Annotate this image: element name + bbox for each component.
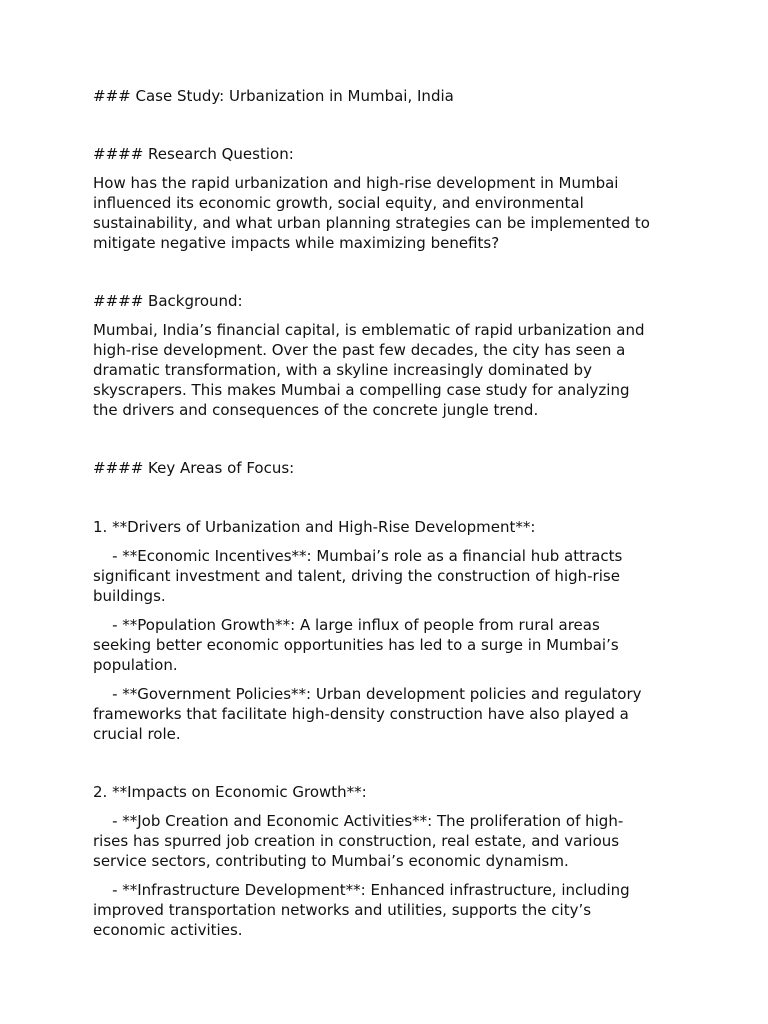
section-1-heading: 1. **Drivers of Urbanization and High-Rise Development**: <box>93 518 536 536</box>
document-page <box>93 86 683 940</box>
list-item-line: - **Population Growth**: A large influx of people from rural areas <box>93 616 600 634</box>
list-item-line: frameworks that facilitate high-density construction have also played a <box>93 705 629 723</box>
list-item-line: significant investment and talent, driving the construction of high-rise <box>93 567 620 585</box>
research-question-paragraph <box>93 173 683 253</box>
list-item <box>93 615 683 675</box>
paragraph-line: dramatic transformation, with a skyline increasingly dominated by <box>93 361 592 379</box>
list-item-line: - **Government Policies**: Urban development policies and regulatory <box>93 685 642 703</box>
list-item-line: rises has spurred job creation in construction, real estate, and various <box>93 832 620 850</box>
list-item-line: crucial role. <box>93 725 181 743</box>
list-item-line: population. <box>93 656 178 674</box>
list-item <box>93 880 683 940</box>
paragraph-line: How has the rapid urbanization and high-rise development in Mumbai <box>93 174 619 192</box>
background-heading: #### Background: <box>93 292 243 310</box>
list-item-line: - **Infrastructure Development**: Enhanced infrastructure, including <box>93 881 630 899</box>
list-item <box>93 684 683 744</box>
paragraph-line: influenced its economic growth, social equity, and environmental <box>93 194 584 212</box>
paragraph-line: sustainability, and what urban planning strategies can be implemented to <box>93 214 650 232</box>
list-item-line: economic activities. <box>93 921 243 939</box>
document-title: ### Case Study: Urbanization in Mumbai, India <box>93 87 454 105</box>
list-item-line: - **Job Creation and Economic Activities**: The proliferation of high- <box>93 812 624 830</box>
section-2-heading: 2. **Impacts on Economic Growth**: <box>93 783 367 801</box>
list-item-line: service sectors, contributing to Mumbai’s economic dynamism. <box>93 852 569 870</box>
key-areas-heading: #### Key Areas of Focus: <box>93 459 295 477</box>
paragraph-line: high-rise development. Over the past few decades, the city has seen a <box>93 341 626 359</box>
list-item-line: improved transportation networks and utilities, supports the city’s <box>93 901 592 919</box>
list-item <box>93 811 683 871</box>
paragraph-line: the drivers and consequences of the concrete jungle trend. <box>93 401 539 419</box>
paragraph-line: mitigate negative impacts while maximizing benefits? <box>93 234 500 252</box>
paragraph-line: skyscrapers. This makes Mumbai a compelling case study for analyzing <box>93 381 630 399</box>
paragraph-line: Mumbai, India’s financial capital, is emblematic of rapid urbanization and <box>93 321 645 339</box>
list-item <box>93 546 683 606</box>
list-item-line: seeking better economic opportunities has led to a surge in Mumbai’s <box>93 636 619 654</box>
list-item-line: - **Economic Incentives**: Mumbai’s role as a financial hub attracts <box>93 547 623 565</box>
research-question-heading: #### Research Question: <box>93 145 294 163</box>
list-item-line: buildings. <box>93 587 166 605</box>
background-paragraph <box>93 320 683 420</box>
